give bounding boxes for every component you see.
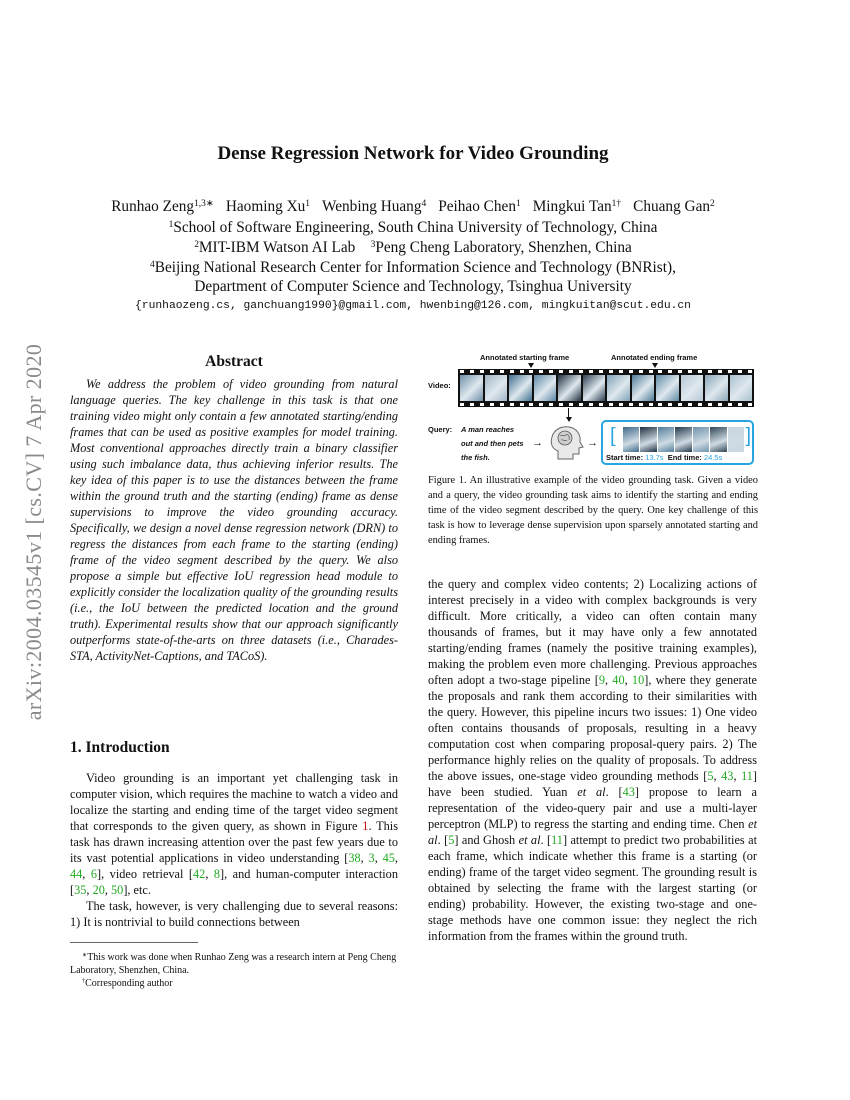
- author-name: Chuang Gan$^2$: [633, 198, 715, 215]
- sprocket-top: [460, 370, 752, 373]
- text-run: ,: [86, 883, 93, 897]
- result-frame: [658, 427, 674, 452]
- citation-link[interactable]: 40: [612, 673, 625, 687]
- sprocket-bottom: [460, 403, 752, 406]
- text-run: ] and Ghosh: [454, 833, 519, 847]
- citation-link[interactable]: 38: [348, 851, 361, 865]
- emphasis: et al: [518, 833, 541, 847]
- citation-link[interactable]: 3: [368, 851, 375, 865]
- text-run: ,: [205, 867, 214, 881]
- result-frame: [728, 427, 744, 452]
- text-run: ] have been studied. Yuan: [428, 769, 758, 799]
- paper-title: Dense Regression Network for Video Grounding: [217, 143, 609, 164]
- footnote-1: ∗This work was done when Runhao Zeng was a research intern at Peng Cheng Laboratory, Shenzhen, China.: [70, 951, 397, 976]
- figure-caption: [428, 473, 758, 548]
- citation-link[interactable]: 45: [382, 851, 395, 865]
- video-filmstrip: [458, 369, 754, 407]
- affiliation-3: $^4$Beijing National Research Center for Information Science and Technology (BNRist),: [150, 259, 676, 276]
- text-run: . [: [437, 833, 449, 847]
- abstract-text: We address the problem of video grounding from natural language queries. The key challenge in this task is that one training video might only contain a few annotated starting/ending frames that can be used as positive examples for model training. Most conventional approaches directly train a binary classifier using such imbalance data, thus achieving inferior results. The key idea of this paper is to use the distances between the frame within the ground truth and the starting (ending) frame as dense supervisions to improve the video grounding accuracy. Specifically, we design a novel dense regression network (DRN) to regress the distances from each frame to the starting (ending) frame of the video segment described by the query. We also propose a simple but effective IoU regression head module to explicitly consider the localization quality of the grounding results (i.e., the IoU between the predicted location and the ground truth). Experimental results show that our approach significantly outperforms state-of-the-arts on three datasets (i.e., Charades-STA, ActivityNet-Captions, and TACoS).: [70, 377, 398, 663]
- query-line-2: out and then pets: [461, 439, 524, 448]
- citation-link[interactable]: 5: [448, 833, 455, 847]
- text-run: ], etc.: [123, 883, 151, 897]
- text-run: ,: [104, 883, 112, 897]
- intro-paragraph-1: [70, 770, 398, 898]
- video-frame: [558, 375, 581, 401]
- emphasis: et al: [577, 785, 606, 799]
- citation-link[interactable]: 35: [74, 883, 87, 897]
- citation-link[interactable]: 10: [631, 673, 645, 687]
- query-label: Query:: [428, 425, 453, 434]
- video-frame: [485, 375, 508, 401]
- affiliation-1: $^1$School of Software Engineering, South China University of Technology, China: [168, 219, 658, 236]
- footnote-2: †Corresponding author: [82, 977, 173, 989]
- result-frame: [693, 427, 709, 452]
- text-run: ,: [82, 867, 91, 881]
- video-label: Video:: [428, 381, 451, 390]
- grounding-result-box: [601, 420, 754, 465]
- citation-link[interactable]: 50: [111, 883, 124, 897]
- start-marker-icon: [528, 363, 534, 368]
- flow-arrow-icon: [566, 417, 572, 422]
- author-name: Haoming Xu$^1$: [225, 198, 311, 215]
- result-frame: [710, 427, 726, 452]
- result-frames: [623, 427, 744, 452]
- abstract-heading: Abstract: [205, 353, 263, 370]
- end-marker-icon: [652, 363, 658, 368]
- text-run: ] propose to learn a representation of the video-query pair and use a multi-layer perceptron (MLP) to regress the starting and ending time. Chen: [428, 785, 757, 831]
- author-name: Runhao Zeng$^{1,3∗}$: [111, 198, 214, 215]
- citation-link[interactable]: 6: [90, 867, 98, 881]
- citation-link[interactable]: 43: [622, 785, 635, 799]
- intro-paragraph-2: The task, however, is very challenging due to several reasons: 1) It is nontrivial to build connections between: [70, 899, 398, 929]
- bracket-left: [: [610, 425, 616, 447]
- footnote-divider: [70, 942, 198, 943]
- text-run: the query and complex video contents; 2) Localizing actions of interest precisely in a video with complex backgrounds is very difficult. More critically, a video can often contain many thousands of frames, but it may have only a few annotated starting/ending frames (namely the positive training examples), making the problem even more challenging. Previous approaches often adopt a two-stage pipeline [: [428, 577, 757, 687]
- video-frame: [583, 375, 606, 401]
- citation-link[interactable]: 42: [193, 867, 206, 881]
- result-times: Start time: 13.7s End time: 24.5s: [606, 453, 723, 462]
- affiliation-2: $^2$MIT-IBM Watson AI Lab $^3$Peng Cheng Laboratory, Shenzhen, China: [194, 239, 632, 256]
- text-run: Figure 1. An illustrative example of the video grounding task. Given a video and a query, the video grounding task aims to identify the starting and ending time of the video segment described by the query. One key challenge of this task is how to leverage dense supervision upon sparsely annotated starting and ending frames.: [428, 475, 758, 546]
- text-run: ,: [604, 673, 613, 687]
- query-line-1: A man reaches: [461, 425, 515, 434]
- citation-link[interactable]: 8: [213, 867, 221, 881]
- text-run: ] attempt to predict two probabilities at each frame, which indicate whether this frame is a starting (or ending) frame of the target video segment. The grounding result is obtained by selecting the frame with the largest starting (or ending) probability. However, the existing two-stage and one-stage methods have one common issue: they neglect the rich information from the frames within the ground truth.: [428, 833, 758, 943]
- citation-link[interactable]: 44: [70, 867, 83, 881]
- result-frame: [623, 427, 639, 452]
- author-name: Mingkui Tan$^{1\dagger}$: [532, 198, 622, 215]
- figure-reference-link[interactable]: 1: [362, 819, 369, 833]
- citation-link[interactable]: 11: [551, 833, 563, 847]
- text-run: ,: [624, 673, 632, 687]
- video-frame: [705, 375, 728, 401]
- author-emails: {runhaozeng.cs, ganchuang1990}@gmail.com, hwenbing@126.com, mingkuitan@scut.edu.cn: [135, 300, 691, 312]
- section-heading-introduction: 1. Introduction: [70, 739, 170, 756]
- author-name: Wenbing Huang$^4$: [322, 198, 427, 215]
- bracket-right: ]: [745, 425, 751, 447]
- video-frame: [730, 375, 753, 401]
- text-run: ], and human-computer interaction [: [70, 867, 398, 897]
- text-run: Video grounding is an important yet challenging task in computer vision, which requires the machine to watch a video and localize the starting and ending time of the target video segment that corresponds to the given query, as shown in Figure: [70, 771, 398, 833]
- video-frames: [460, 375, 752, 401]
- citation-link[interactable]: 9: [598, 673, 605, 687]
- video-frame: [656, 375, 679, 401]
- author-name: Peihao Chen$^1$: [438, 198, 521, 215]
- result-frame: [640, 427, 656, 452]
- text-run: ,: [713, 769, 722, 783]
- video-frame: [632, 375, 655, 401]
- citation-link[interactable]: 43: [721, 769, 734, 783]
- text-run: ], where they generate the proposals and rank them according to their similarities with the query. However, this pipeline incurs two issues: 1) One video often contains thousands of proposals, resulting in a heavy computation cost when comparing proposal-query pairs. 2) The performance highly relies on the quality of proposals. To address the above issues, one-stage video grounding methods [: [428, 673, 757, 783]
- annotated-end-label: Annotated ending frame: [611, 353, 698, 362]
- emphasis: et al: [428, 817, 757, 847]
- text-run: . This task has drawn increasing attention over the past few years due to its vast potential applications in video understanding [: [70, 819, 398, 865]
- text-run: . [: [540, 833, 552, 847]
- citation-link[interactable]: 11: [741, 769, 753, 783]
- intro-paragraph-right-column: [428, 576, 757, 944]
- arxiv-identifier: arXiv:2004.03545v1 [cs.CV] 7 Apr 2020: [21, 343, 46, 721]
- right-arrow-icon: →: [532, 437, 543, 449]
- text-run: ,: [360, 851, 369, 865]
- text-run: ,: [733, 769, 742, 783]
- author-list: [0, 198, 826, 216]
- brain-head-icon: [546, 423, 586, 463]
- query-line-3: the fish.: [461, 453, 490, 462]
- figure-1: [428, 347, 758, 469]
- citation-link[interactable]: 20: [92, 883, 105, 897]
- text-run: ,: [394, 851, 398, 865]
- video-frame: [681, 375, 704, 401]
- text-run: . [: [605, 785, 623, 799]
- result-frame: [675, 427, 691, 452]
- citation-link[interactable]: 5: [707, 769, 714, 783]
- affiliation-4: Department of Computer Science and Technology, Tsinghua University: [194, 278, 632, 295]
- video-frame: [534, 375, 557, 401]
- text-run: ,: [374, 851, 383, 865]
- right-arrow-icon-2: →: [587, 437, 598, 449]
- text-run: ], video retrieval [: [97, 867, 194, 881]
- video-frame: [509, 375, 532, 401]
- video-frame: [607, 375, 630, 401]
- video-frame: [460, 375, 483, 401]
- annotated-start-label: Annotated starting frame: [480, 353, 570, 362]
